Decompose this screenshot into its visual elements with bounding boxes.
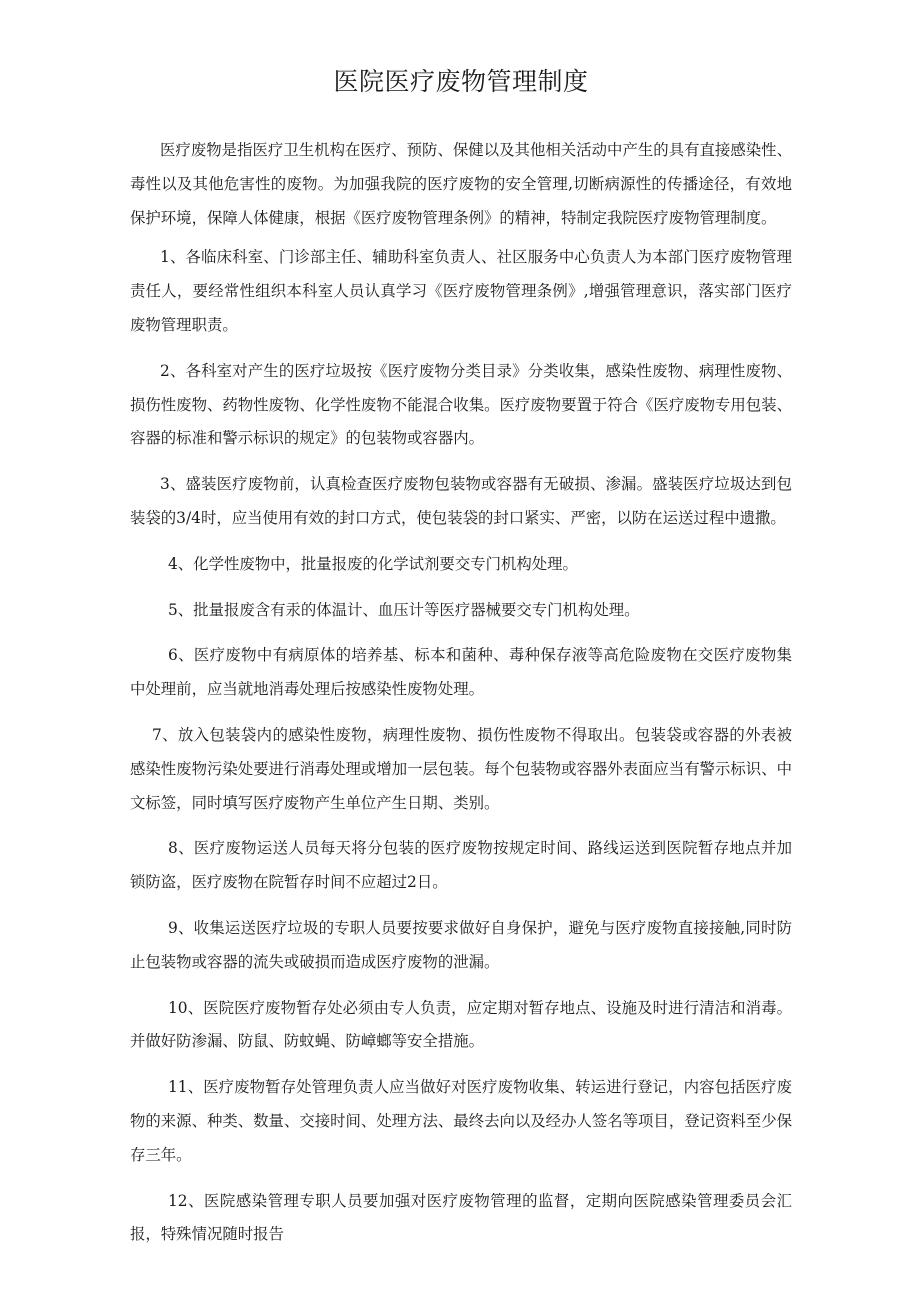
regulation-item-4: 4、化学性废物中，批量报废的化学试剂要交专门机构处理。 (168, 554, 578, 573)
regulation-item-2: 2、各科室对产生的医疗垃圾按《医疗废物分类目录》分类收集，感染性废物、病理性废物、损伤性废物、药物性废物、化学性废物不能混合收集。医疗废物要置于符合《医疗废物专用包装、容器的标准和警示标识的规定》的包装物或容器内。 (130, 361, 792, 448)
regulation-item-3: 3、盛装医疗废物前，认真检查医疗废物包装物或容器有无破损、渗漏。盛装医疗垃圾达到包装袋的3/4时，应当使用有效的封口方式，使包装袋的封口紧实、严密，以防在运送过程中遗撒。 (130, 475, 792, 527)
regulation-item-11: 11、医疗废物暂存处管理负责人应当做好对医疗废物收集、转运进行登记，内容包括医疗废物的来源、种类、数量、交接时间、处理方法、最终去向以及经办人签名等项目，登记资料至少保存三年。 (130, 1078, 792, 1164)
regulation-item-10: 10、医院医疗废物暂存处必须由专人负责，应定期对暂存地点、设施及时进行清洁和消毒。并做好防渗漏、防鼠、防蚊蝇、防嶂螂等安全措施。 (130, 998, 792, 1051)
regulation-item-1: 1、各临床科室、门诊部主任、辅助科室负责人、社区服务中心负责人为本部门医疗废物管理责任人，要经常性组织本科室人员认真学习《医疗废物管理条例》,增强管理意识，落实部门医疗废物管理职责。 (130, 248, 792, 334)
regulation-item-7: 7、放入包装袋内的感染性废物，病理性废物、损伤性废物不得取出。包装袋或容器的外表被感染性废物污染处要进行消毒处理或增加一层包装。每个包装物或容器外表面应当有警示标识、中文标签，同时填写医疗废物产生单位产生日期、类别。 (130, 725, 792, 812)
intro-paragraph: 医疗废物是指医疗卫生机构在医疗、预防、保健以及其他相关活动中产生的具有直接感染性、毒性以及其他危害性的废物。为加强我院的医疗废物的安全管理,切断病源性的传播途径，有效地保护环境，保障人体健康，根据《医疗废物管理条例》的精神，特制定我院医疗废物管理制度。 (130, 141, 792, 227)
regulation-item-6: 6、医疗废物中有病原体的培养基、标本和菌种、毒种保存液等高危险废物在交医疗废物集中处理前，应当就地消毒处理后按感染性废物处理。 (130, 646, 792, 699)
regulation-item-5: 5、批量报废含有汞的体温计、血压计等医疗器械要交专门机构处理。 (168, 600, 640, 619)
document-title: 医院医疗废物管理制度 (333, 67, 589, 96)
regulation-item-12: 12、医院感染管理专职人员要加强对医疗废物管理的监督，定期向医院感染管理委员会汇报，特殊情况随时报告 (130, 1191, 792, 1244)
regulation-item-8: 8、医疗废物运送人员每天将分包装的医疗废物按规定时间、路线运送到医院暂存地点并加锁防盗，医疗废物在院暂存时间不应超过2日。 (130, 839, 792, 892)
regulation-item-9: 9、收集运送医疗垃圾的专职人员要按要求做好自身保护，避免与医疗废物直接接触,同时防止包装物或容器的流失或破损而造成医疗废物的泄漏。 (130, 918, 792, 971)
